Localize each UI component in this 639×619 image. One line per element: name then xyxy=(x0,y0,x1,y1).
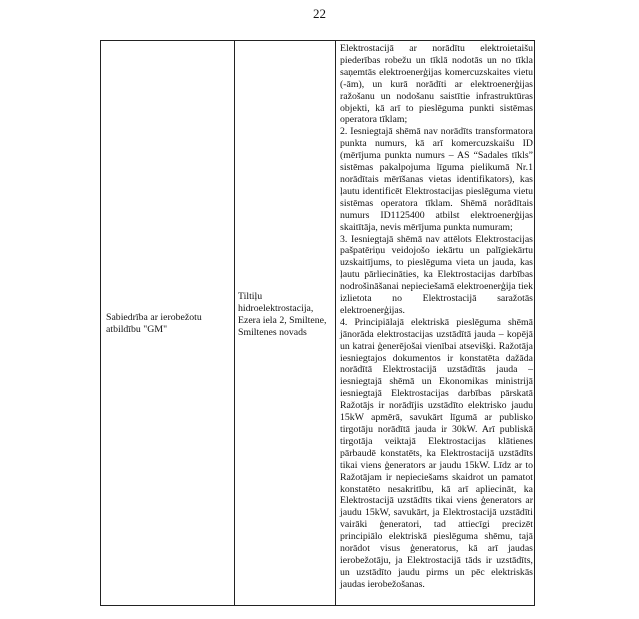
facility-cell: Tiltiļu hidroelektrostacija, Ezera iela 2, Smiltene, Smiltenes novads xyxy=(238,291,327,338)
finding-paragraph: Elektrostacijā ar norādītu elektroietaišu piederības robežu un tīklā nodotās un no tīkla saņemtās elektroenerģijas komercuzskaites vietu (-ām), un kurā norādīti ar elektroenerģijas ražošanu un nodošanu saistītie infrastruktūras objekti, kā arī to pieslēguma punkti sistēmas operatora tīklam; xyxy=(340,43,533,126)
page-number: 22 xyxy=(313,6,326,21)
findings-table xyxy=(100,40,535,606)
column-divider xyxy=(335,41,336,605)
finding-paragraph: 2. Iesniegtajā shēmā nav norādīts transformatora punkta numurs, kā arī komercuzskaišu ID (mērījuma punkta numurs – AS “Sadales tīkls” sistēmas pakalpojuma līguma pielikumā Nr.1 norādītais mērīšanas vietas identifikators), kas ļautu identificēt Elektrostacijas pieslēguma vietu sistēmas operatora tīklam. Shēmā norādītais numurs ID1125400 atbilst elektroenerģijas skaitītāja, nevis mērījuma punkta numuram; xyxy=(340,126,533,233)
column-divider xyxy=(234,41,235,605)
findings-cell xyxy=(340,43,533,591)
finding-paragraph: 3. Iesniegtajā shēmā nav attēlots Elektrostacijas pašpatēriņu veidojošo iekārtu un palīgiekārtu uzskaitījums, to pieslēguma vieta un jauda, kas ļautu pārliecināties, ka Elektrostacijas darbības nodrošināšanai nepieciešamā elektroenerģija tiek izlietota no Elektrostacijā saražotās elektroenerģijas. xyxy=(340,233,533,316)
finding-paragraph: 4. Principiālajā elektriskā pieslēguma shēmā jānorāda elektrostacijas uzstādītā jauda – kopējā un katrai ģenerējošai vienībai atsevišķi. Ražotāja iesniegtajos dokumentos ir konstatēta dažāda norādītā Elektrostacijā uzstādītās jauda – iesniegtajā shēmā un Ekonomikas ministrijā iesniegtajā Elektrostacijas darbības pārskatā Ražotājs ir norādījis uzstādīto elektrisko jaudu 15kW apmērā, savukārt līgumā ar publisko tirgotāju norādītā jauda ir 30kW. Arī publiskā tirgotāja veiktajā Elektrostacijas klātienes pārbaudē konstatēts, ka Elektrostacijā uzstādīts tikai viens ģenerators ar jaudu 15kW. Līdz ar to Ražotājam ir nepieciešams skaidrot un pamatot konstatēto nesakritību, kā arī apliecināt, ka Elektrostacijā uzstādīts tikai viens ģenerators ar jaudu 15kW, savukārt, ja Elektrostacijā uzstādīti vairāki ģeneratori, tad attiecīgi precizēt principiālo elektriskā pieslēguma shēmu, tajā norādot visus ģeneratorus, kā arī jaudas ierobežotāju, ja Elektrostacijā tāds ir uzstādīts, un uzstādīto jaudu pirms un pēc elektriskās jaudas ierobežošanas. xyxy=(340,316,533,590)
entity-cell: Sabiedrība ar ierobežotu atbildību "GM" xyxy=(106,312,202,335)
